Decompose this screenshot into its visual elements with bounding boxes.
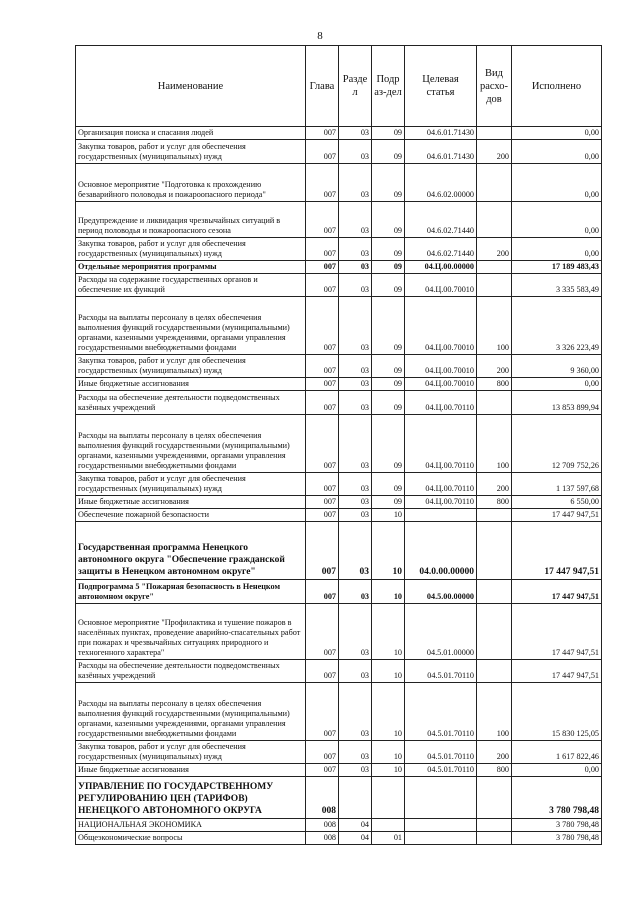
row-name: УПРАВЛЕНИЕ ПО ГОСУДАРСТВЕННОМУ РЕГУЛИРОВАНИЮ ЦЕН (ТАРИФОВ) НЕНЕЦКОГО АВТОНОМНОГО ОКРУГА [76,777,306,819]
row-target-article: 04.Ц.00.00000 [405,261,477,274]
row-expense-type [477,164,512,202]
row-target-article [405,509,477,522]
row-executed: 0,00 [512,378,602,391]
row-name: Подпрограмма 5 "Пожарная безопасность в Ненецком автономном округе" [76,580,306,604]
row-chapter: 007 [306,509,339,522]
row-executed: 12 709 752,26 [512,415,602,473]
row-chapter: 007 [306,297,339,355]
row-target-article [405,819,477,832]
row-name: Расходы на содержание государственных органов и обеспечение их функций [76,274,306,297]
row-name: Общеэкономические вопросы [76,832,306,845]
row-target-article: 04.5.01.70110 [405,764,477,777]
row-chapter: 007 [306,355,339,378]
row-expense-type: 800 [477,496,512,509]
row-name: Расходы на выплаты персоналу в целях обеспечения выполнения функций государственными (муниципальными) органами, казенными учреждениями, органами управления государственными внебюджетными фондами [76,297,306,355]
row-section: 03 [339,140,372,164]
row-chapter: 007 [306,764,339,777]
row-name: Закупка товаров, работ и услуг для обеспечения государственных (муниципальных) нужд [76,355,306,378]
row-name: Иные бюджетные ассигнования [76,378,306,391]
row-expense-type [477,509,512,522]
row-name: НАЦИОНАЛЬНАЯ ЭКОНОМИКА [76,819,306,832]
row-chapter: 007 [306,274,339,297]
table-row [76,764,602,777]
row-subsection: 09 [372,164,405,202]
table-row [76,473,602,496]
table-row [76,355,602,378]
row-name: Иные бюджетные ассигнования [76,764,306,777]
table-row [76,580,602,604]
row-expense-type [477,127,512,140]
row-expense-type [477,777,512,819]
row-name: Организация поиска и спасания людей [76,127,306,140]
table-row [76,164,602,202]
budget-execution-table [75,45,602,845]
row-executed: 17 447 947,51 [512,509,602,522]
row-subsection: 09 [372,274,405,297]
header-target-article: Целевая статья [405,46,477,127]
row-chapter: 008 [306,777,339,819]
row-target-article: 04.Ц.00.70110 [405,473,477,496]
row-target-article [405,832,477,845]
header-section: Разде л [339,46,372,127]
row-section: 03 [339,378,372,391]
row-executed: 1 137 597,68 [512,473,602,496]
row-target-article [405,777,477,819]
row-chapter: 007 [306,741,339,764]
row-name: Расходы на обеспечение деятельности подведомственных казённых учреждений [76,660,306,683]
row-executed: 15 830 125,05 [512,683,602,741]
row-section [339,777,372,819]
table-row [76,378,602,391]
row-expense-type: 100 [477,415,512,473]
table-header-row [76,46,602,127]
row-target-article: 04.6.01.71430 [405,140,477,164]
row-expense-type [477,580,512,604]
row-subsection: 09 [372,415,405,473]
row-name: Закупка товаров, работ и услуг для обеспечения государственных (муниципальных) нужд [76,238,306,261]
row-subsection: 09 [372,140,405,164]
row-expense-type: 200 [477,355,512,378]
row-subsection: 09 [372,297,405,355]
table-body [76,127,602,845]
table-row [76,127,602,140]
header-chapter: Глава [306,46,339,127]
row-subsection: 09 [372,496,405,509]
row-chapter: 007 [306,660,339,683]
row-name: Расходы на обеспечение деятельности подведомственных казённых учреждений [76,391,306,415]
row-chapter: 007 [306,473,339,496]
row-executed: 0,00 [512,140,602,164]
row-executed: 17 447 947,51 [512,522,602,580]
row-executed: 3 780 798,48 [512,832,602,845]
row-chapter: 007 [306,238,339,261]
row-expense-type: 800 [477,378,512,391]
row-chapter: 007 [306,378,339,391]
row-expense-type [477,832,512,845]
row-expense-type: 200 [477,140,512,164]
row-target-article: 04.Ц.00.70110 [405,391,477,415]
row-expense-type: 100 [477,683,512,741]
table-row [76,415,602,473]
row-section: 03 [339,473,372,496]
row-chapter: 007 [306,683,339,741]
row-chapter: 007 [306,261,339,274]
row-target-article: 04.Ц.00.70010 [405,355,477,378]
row-name: Расходы на выплаты персоналу в целях обеспечения выполнения функций государственными (муниципальными) органами, казенными учреждениями, органами управления государственными внебюджетными фондами [76,415,306,473]
row-executed: 3 780 798,48 [512,819,602,832]
row-name: Отдельные мероприятия программы [76,261,306,274]
row-subsection: 09 [372,378,405,391]
table-row [76,261,602,274]
row-target-article: 04.5.00.00000 [405,580,477,604]
row-executed: 0,00 [512,127,602,140]
header-expense-type: Вид расхо- дов [477,46,512,127]
row-target-article: 04.5.01.70110 [405,660,477,683]
row-section: 04 [339,832,372,845]
row-subsection [372,777,405,819]
row-chapter: 007 [306,496,339,509]
row-executed: 17 447 947,51 [512,660,602,683]
row-name: Основное мероприятие "Подготовка к прохождению безаварийного половодья и пожароопасного периода" [76,164,306,202]
table-row [76,819,602,832]
row-name: Основное мероприятие "Профилактика и тушение пожаров в населённых пунктах, проведение аварийно-спасательных работ при пожарах и чрезвычайных ситуациях природного и техногенного характера" [76,604,306,660]
row-name: Предупреждение и ликвидация чрезвычайных ситуаций в период половодья и пожароопасного сезона [76,202,306,238]
row-target-article: 04.6.02.00000 [405,164,477,202]
row-executed: 6 550,00 [512,496,602,509]
row-subsection: 10 [372,764,405,777]
row-name: Расходы на выплаты персоналу в целях обеспечения выполнения функций государственными (муниципальными) органами, казенными учреждениями, органами управления государственными внебюджетными фондами [76,683,306,741]
row-target-article: 04.5.01.00000 [405,604,477,660]
row-subsection: 09 [372,391,405,415]
row-subsection: 09 [372,202,405,238]
row-subsection: 09 [372,473,405,496]
table-row [76,522,602,580]
row-expense-type [477,819,512,832]
table-row [76,604,602,660]
row-section: 03 [339,580,372,604]
row-name: Обеспечение пожарной безопасности [76,509,306,522]
row-executed: 3 780 798,48 [512,777,602,819]
row-subsection: 10 [372,660,405,683]
row-section: 03 [339,274,372,297]
row-section: 03 [339,522,372,580]
row-expense-type: 100 [477,297,512,355]
row-executed: 0,00 [512,202,602,238]
row-section: 03 [339,297,372,355]
row-chapter: 008 [306,832,339,845]
table-row [76,660,602,683]
row-section: 03 [339,660,372,683]
row-executed: 0,00 [512,164,602,202]
row-chapter: 007 [306,164,339,202]
table-row [76,509,602,522]
row-expense-type [477,202,512,238]
row-section: 03 [339,741,372,764]
row-chapter: 007 [306,202,339,238]
row-chapter: 007 [306,580,339,604]
row-executed: 0,00 [512,764,602,777]
row-executed: 17 447 947,51 [512,604,602,660]
row-expense-type [477,522,512,580]
row-target-article: 04.6.01.71430 [405,127,477,140]
row-expense-type: 200 [477,473,512,496]
row-section: 03 [339,355,372,378]
row-subsection: 10 [372,509,405,522]
header-subsection: Подр аз-дел [372,46,405,127]
row-chapter: 007 [306,140,339,164]
row-subsection: 10 [372,741,405,764]
row-target-article: 04.Ц.00.70010 [405,274,477,297]
table-row [76,741,602,764]
row-target-article: 04.6.02.71440 [405,238,477,261]
row-chapter: 007 [306,127,339,140]
row-subsection: 09 [372,127,405,140]
header-executed: Исполнено [512,46,602,127]
row-section: 03 [339,164,372,202]
row-executed: 3 326 223,49 [512,297,602,355]
row-target-article: 04.5.01.70110 [405,741,477,764]
row-expense-type: 200 [477,741,512,764]
row-section: 04 [339,819,372,832]
row-section: 03 [339,391,372,415]
table-row [76,202,602,238]
table-row [76,297,602,355]
row-section: 03 [339,415,372,473]
row-section: 03 [339,683,372,741]
row-name: Закупка товаров, работ и услуг для обеспечения государственных (муниципальных) нужд [76,140,306,164]
row-target-article: 04.Ц.00.70110 [405,415,477,473]
row-section: 03 [339,202,372,238]
row-executed: 17 189 483,43 [512,261,602,274]
table-row [76,274,602,297]
table-row [76,140,602,164]
row-expense-type [477,274,512,297]
row-executed: 9 360,00 [512,355,602,378]
table-row [76,777,602,819]
row-subsection: 09 [372,238,405,261]
row-expense-type [477,660,512,683]
row-target-article: 04.Ц.00.70110 [405,496,477,509]
row-name: Иные бюджетные ассигнования [76,496,306,509]
row-name: Закупка товаров, работ и услуг для обеспечения государственных (муниципальных) нужд [76,741,306,764]
row-expense-type: 200 [477,238,512,261]
row-section: 03 [339,127,372,140]
row-expense-type [477,391,512,415]
row-chapter: 007 [306,415,339,473]
row-expense-type [477,261,512,274]
row-expense-type [477,604,512,660]
table-row [76,683,602,741]
table-row [76,832,602,845]
row-subsection: 10 [372,522,405,580]
row-section: 03 [339,261,372,274]
row-name: Закупка товаров, работ и услуг для обеспечения государственных (муниципальных) нужд [76,473,306,496]
row-executed: 1 617 822,46 [512,741,602,764]
row-subsection: 10 [372,683,405,741]
row-section: 03 [339,496,372,509]
row-subsection: 01 [372,832,405,845]
row-section: 03 [339,238,372,261]
table-row [76,391,602,415]
row-chapter: 008 [306,819,339,832]
row-executed: 0,00 [512,238,602,261]
row-section: 03 [339,509,372,522]
row-executed: 13 853 899,94 [512,391,602,415]
row-executed: 17 447 947,51 [512,580,602,604]
row-subsection: 10 [372,580,405,604]
page-number: 8 [317,30,323,42]
header-name: Наименование [76,46,306,127]
row-target-article: 04.0.00.00000 [405,522,477,580]
row-target-article: 04.6.02.71440 [405,202,477,238]
row-section: 03 [339,604,372,660]
row-chapter: 007 [306,522,339,580]
row-subsection [372,819,405,832]
row-target-article: 04.Ц.00.70010 [405,378,477,391]
table-row [76,238,602,261]
row-chapter: 007 [306,391,339,415]
row-executed: 3 335 583,49 [512,274,602,297]
row-subsection: 09 [372,261,405,274]
row-expense-type: 800 [477,764,512,777]
row-subsection: 09 [372,355,405,378]
row-target-article: 04.5.01.70110 [405,683,477,741]
row-subsection: 10 [372,604,405,660]
row-section: 03 [339,764,372,777]
table-row [76,496,602,509]
row-name: Государственная программа Ненецкого автономного округа "Обеспечение гражданской защиты в Ненецком автономном округе" [76,522,306,580]
row-chapter: 007 [306,604,339,660]
row-target-article: 04.Ц.00.70010 [405,297,477,355]
